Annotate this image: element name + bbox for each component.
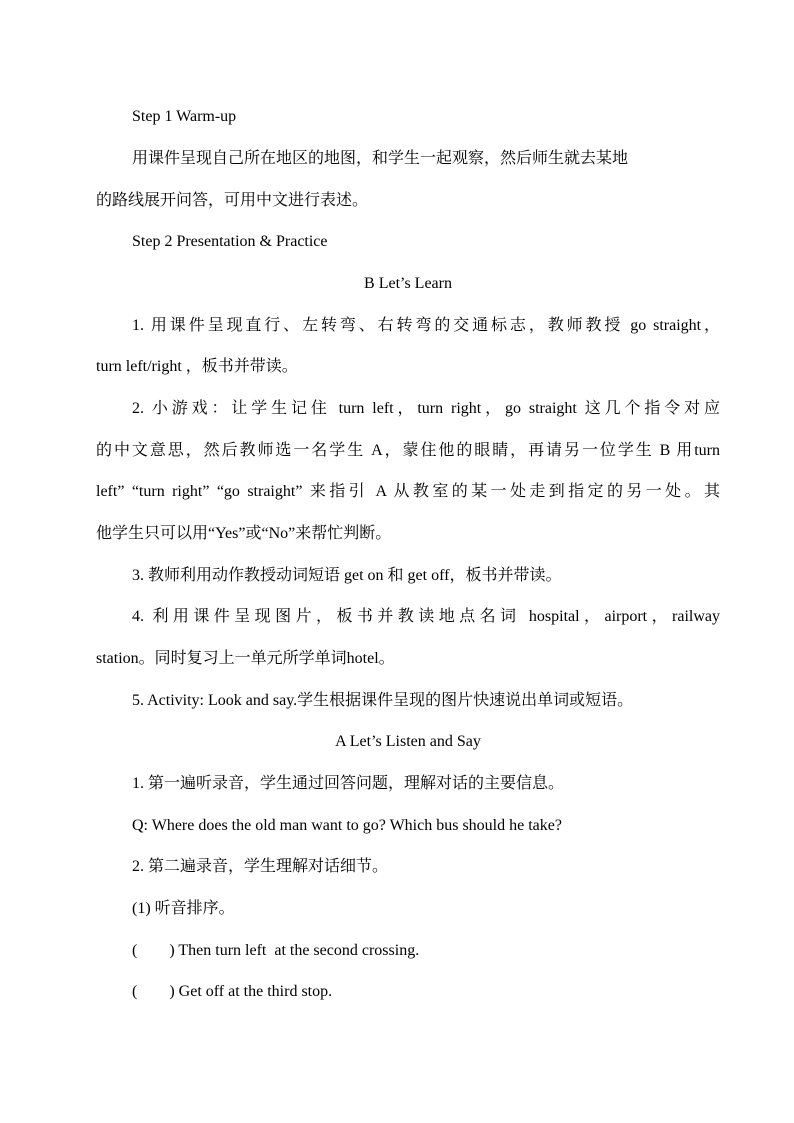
step2-heading: Step 2 Presentation & Practice — [132, 233, 328, 250]
paragraph-line: left” “turn right” “go straight” 来指引 A 从教室的某一处走到指定的另一处。其 — [96, 483, 720, 500]
ordering-item: ( ) Then turn left at the second crossing. — [132, 942, 420, 959]
paragraph-line: 的中文意思，然后教师选一名学生 A，蒙住他的眼睛，再请另一位学生 B 用turn — [96, 442, 720, 459]
paragraph-line: 3. 教师利用动作教授动词短语 get on 和 get off，板书并带读。 — [132, 567, 562, 584]
paragraph-line: station。同时复习上一单元所学单词hotel。 — [96, 650, 395, 667]
section-heading-b-lets-learn: B Let’s Learn — [364, 275, 452, 292]
section-heading-a-lets-listen-and-say: A Let’s Listen and Say — [335, 733, 481, 750]
step1-heading: Step 1 Warm-up — [132, 108, 237, 125]
paragraph-line: 4. 利用课件呈现图片，板书并教读地点名词 hospital，airport，railway — [132, 608, 720, 625]
paragraph-line: 5. Activity: Look and say.学生根据课件呈现的图片快速说出单词或短语。 — [132, 692, 634, 709]
paragraph-line: 他学生只可以用“Yes”或“No”来帮忙判断。 — [96, 525, 392, 542]
paragraph-line: 用课件呈现自己所在地区的地图，和学生一起观察，然后师生就去某地 — [132, 150, 629, 167]
ordering-item: ( ) Get off at the third stop. — [132, 983, 333, 1000]
paragraph-line: (1) 听音排序。 — [132, 900, 235, 917]
paragraph-line: 1. 第一遍听录音，学生通过回答问题，理解对话的主要信息。 — [132, 775, 565, 792]
paragraph-line: 1. 用课件呈现直行、左转弯、右转弯的交通标志，教师教授 go straight， — [132, 317, 720, 334]
paragraph-line: 2. 第二遍录音，学生理解对话细节。 — [132, 858, 389, 875]
question-line: Q: Where does the old man want to go? Which bus should he take? — [132, 817, 562, 834]
paragraph-line: turn left/right ，板书并带读。 — [96, 358, 298, 375]
paragraph-line: 的路线展开问答，可用中文进行表述。 — [96, 192, 369, 209]
paragraph-line: 2. 小游戏：让学生记住 turn left，turn right，go straight 这几个指令对应 — [132, 400, 720, 417]
